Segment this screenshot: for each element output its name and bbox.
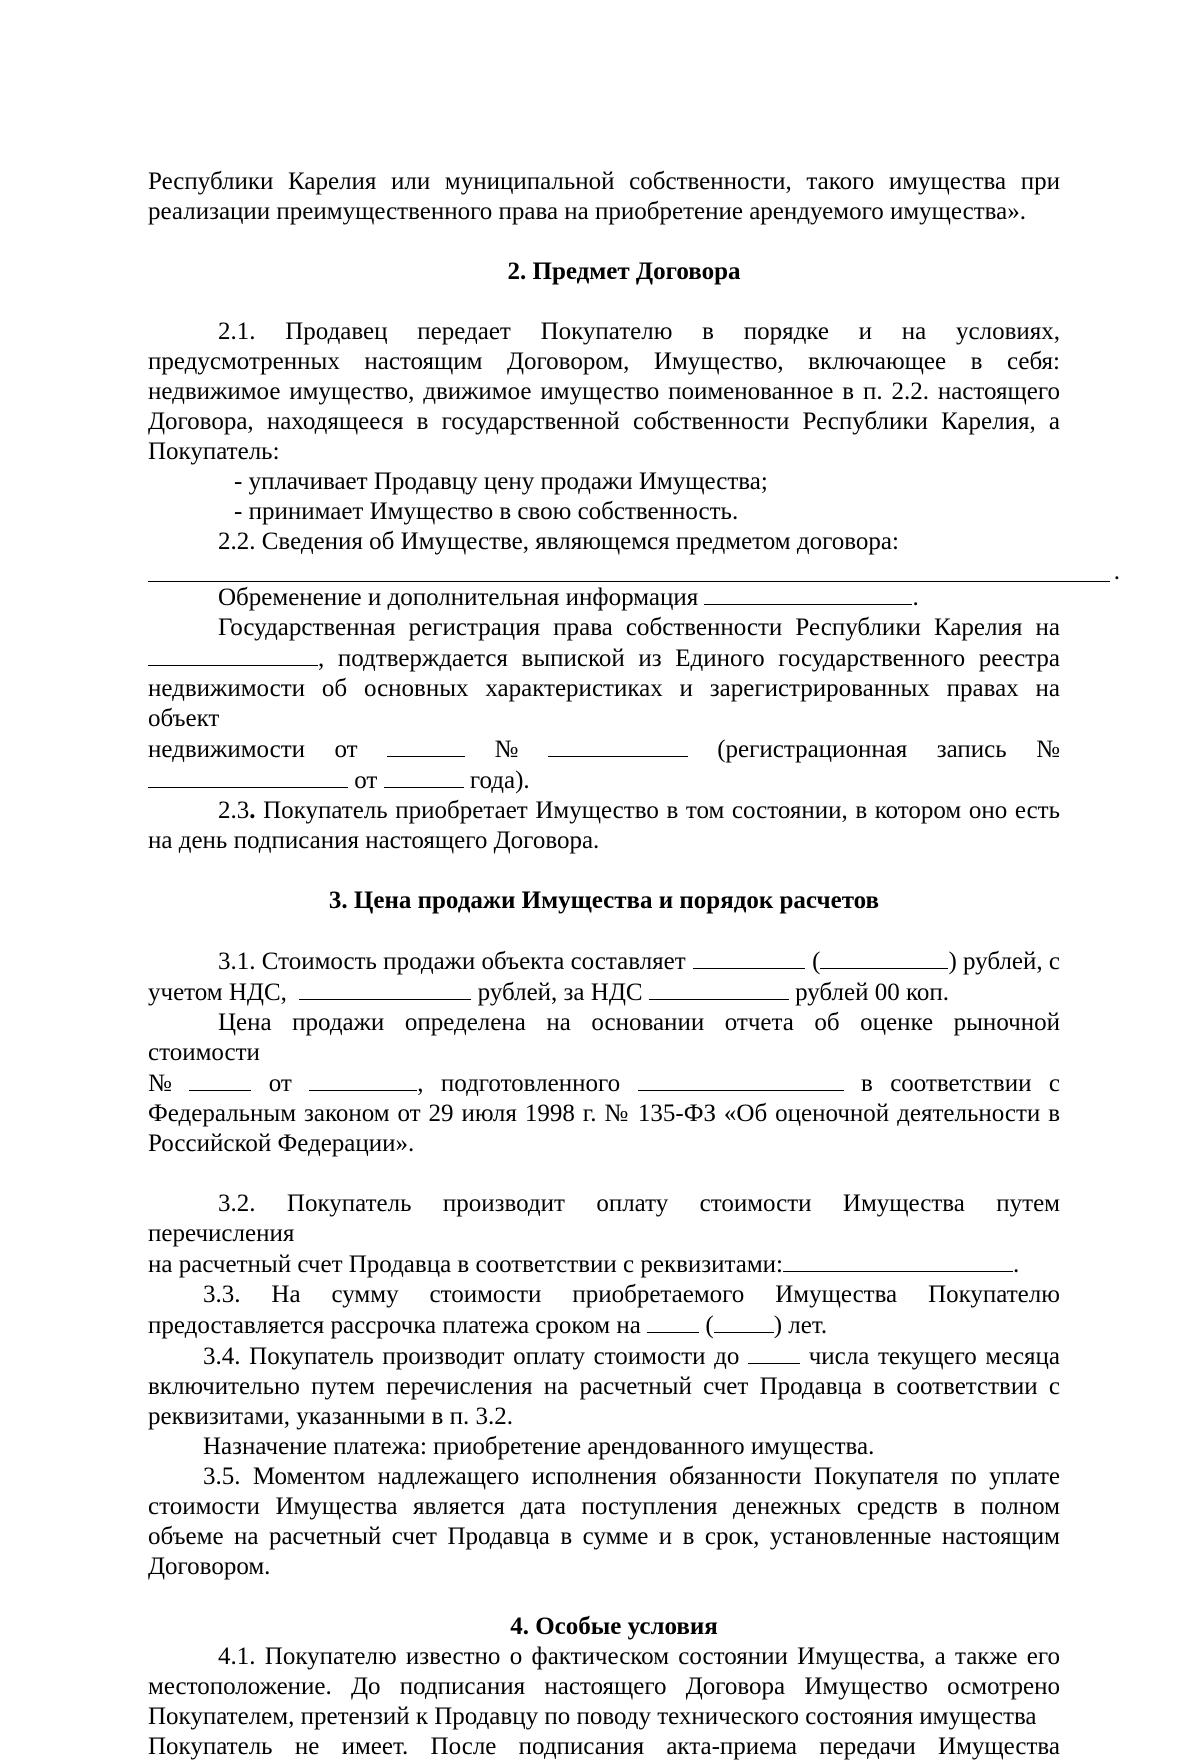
clause-3-3-line-2: предоставляется рассрочка платежа сроком на ( ) лет. xyxy=(148,1312,828,1339)
clause-4-1-last-line: Покупатель не имеет. После подписания акта-приема передачи Имущества xyxy=(148,1733,1060,1760)
intro-line-1: Республики Карелия или муниципальной собственности, такого имущества при xyxy=(148,168,1060,195)
section-4-title: 4. Особые условия xyxy=(510,1613,718,1640)
clause-3-5: 3.5. Моментом надлежащего исполнения обязанности Покупателя по уплате стоимости Имущества является дата поступления денежных средств в полном объеме на расчетный счет Продавца в сумме и в срок, установленные настоящим Договором. xyxy=(148,1463,1060,1580)
clause-2-2: 2.2. Сведения об Имуществе, являющемся предметом договора: xyxy=(218,528,899,555)
clause-2-1: 2.1. Продавец передает Покупателю в порядке и на условиях, предусмотренных настоящим Договором, Имущество, включающее в себя: недвижимое имущество, движимое имущество поименованное в п. 2.2. настоящего Договора, находящееся в государственной собственности Республики Карелия, а Покупатель: xyxy=(148,318,1060,465)
property-details-blank: . xyxy=(148,557,1110,582)
clause-2-3: 2.3. Покупатель приобретает Имущество в том состоянии, в котором оно есть на день подписания настоящего Договора. xyxy=(148,797,1060,854)
clause-4-1: 4.1. Покупателю известно о фактическом состоянии Имущества, а также его местоположение. До подписания настоящего Договора Имущество осмотрено Покупателем, претензий к Продавцу по поводу технического состояния имущества xyxy=(148,1643,1060,1730)
clause-3-1-line-2: учетом НДС, рублей, за НДС рублей 00 коп. xyxy=(148,979,949,1006)
clause-2-1-item-2: - принимает Имущество в свою собственность. xyxy=(234,498,739,525)
section-3-title: 3. Цена продажи Имущества и порядок расчетов xyxy=(328,887,880,914)
registration-line-2: , подтверждается выпиской из Единого государственного реестра недвижимости об основных характеристиках и зарегистрированных правах на объект xyxy=(148,645,1060,732)
price-basis-law: Федеральным законом от 29 июля 1998 г. № 135-ФЗ «Об оценочной деятельности в Российской Федерации». xyxy=(148,1100,1060,1157)
intro-line-2: реализации преимущественного права на приобретение арендуемого имущества». xyxy=(148,198,1026,225)
clause-3-4: 3.4. Покупатель производит оплату стоимости до числа текущего месяца включительно путем перечисления на расчетный счет Продавца в соответствии с реквизитами, указанными в п. 3.2. xyxy=(148,1343,1061,1430)
price-basis-report-line: № от , подготовленного в соответствии с xyxy=(148,1070,1060,1097)
payment-purpose: Назначение платежа: приобретение арендованного имущества. xyxy=(203,1433,875,1460)
clause-3-1-line-1: 3.1. Стоимость продажи объекта составляет ( ) рублей, с xyxy=(218,948,1060,975)
clause-3-2-line-2: на расчетный счет Продавца в соответствии с реквизитами: . xyxy=(148,1251,1020,1278)
registration-line-3: недвижимости от № (регистрационная запись № xyxy=(148,736,1060,763)
registration-line-4: от года). xyxy=(148,765,1060,796)
registration-line-1: Государственная регистрация права собственности Республики Карелия на xyxy=(218,614,1060,641)
encumbrance-line: Обременение и дополнительная информация . xyxy=(218,584,919,611)
price-basis-line: Цена продажи определена на основании отчета об оценке рыночной стоимости xyxy=(148,1009,1060,1066)
clause-3-3-line-1: 3.3. На сумму стоимости приобретаемого Имущества Покупателю xyxy=(203,1281,1060,1308)
section-2-title: 2. Предмет Договора xyxy=(507,258,741,285)
document-page xyxy=(148,167,1120,1762)
clause-2-1-item-1: - уплачивает Продавцу цену продажи Имущества; xyxy=(234,468,768,495)
clause-3-2-line-1: 3.2. Покупатель производит оплату стоимости Имущества путем перечисления xyxy=(148,1190,1060,1247)
